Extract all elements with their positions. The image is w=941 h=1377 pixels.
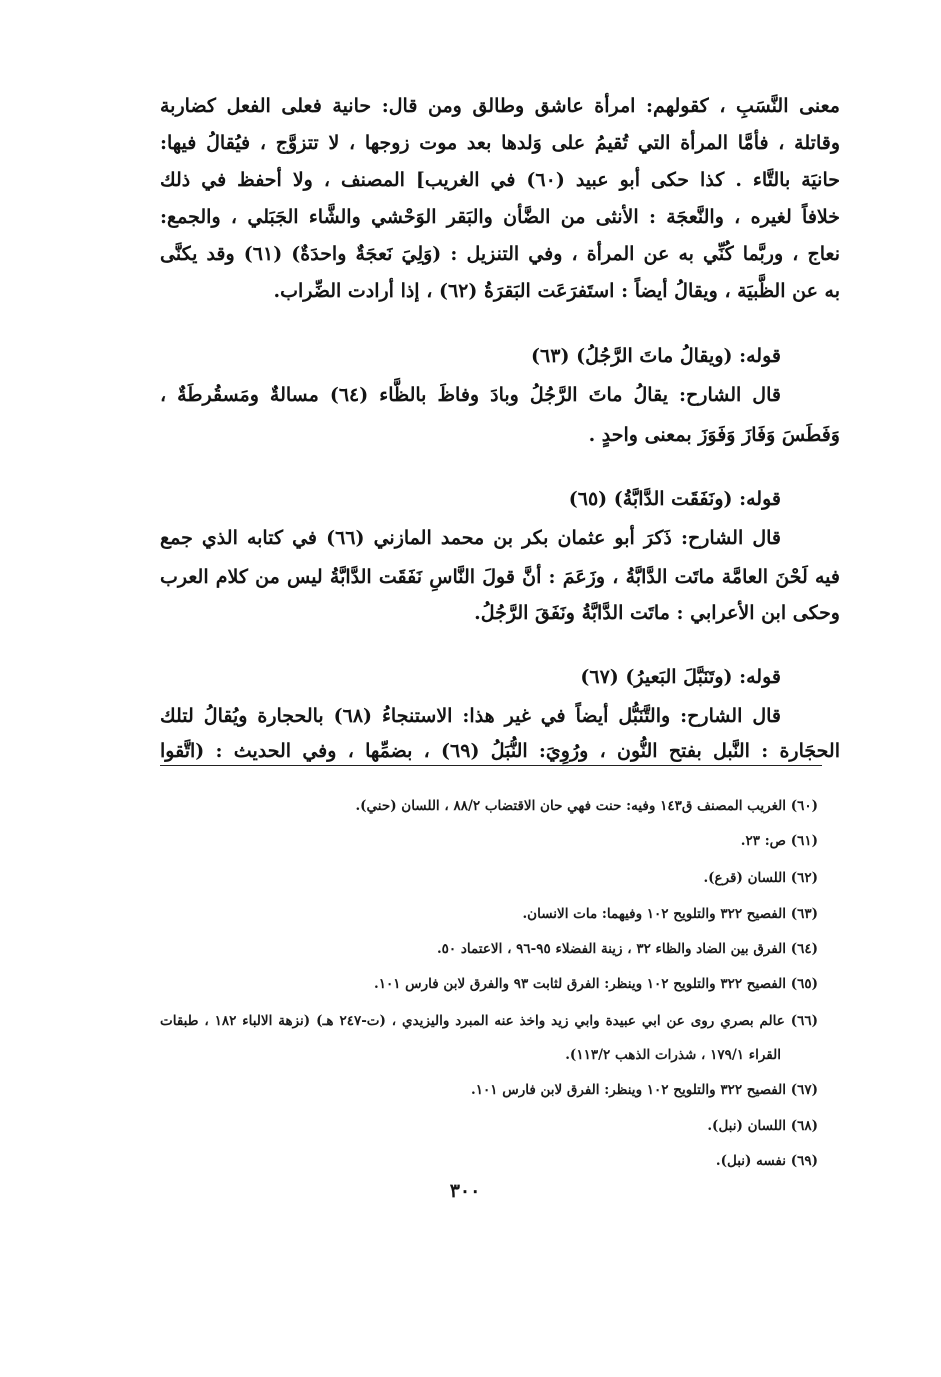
text-line: قال الشارح: يقالُ ماتَ الرَّجُلُ وبادَ وفاظَ بالظَّاء (٦٤) مسالةٌ ومَسقُرطَةٌ ، <box>160 384 781 406</box>
text-line: فيه لَحْنَ العامَّة ماتَت الدَّابَّةُ ، وزَعَمَ : أنَّ قولَ النَّاسِ نَفَقَت الدَّابَّةُ ليس من كلام العرب <box>160 566 840 588</box>
text-line: معنى النَّسَبِ ، كقولهم: امرأة عاشق وطالق ومن قال: حانية فعلى الفعل كضاربة <box>160 95 840 117</box>
text-line: نعاج ، وربَّما كُنِّي به عن المرأة ، وفي التنزيل : (وَلِيَ نَعجَةٌ واحدَةٌ) (٦١) وقد يكنَّى <box>160 243 840 265</box>
footnote-continuation: القراء ١٧٩/١ ، شذرات الذهب ١١٣/٢). <box>565 1047 781 1063</box>
footnote: (٦٣) الفصيح ٣٢٢ والتلويح ١٠٢ وفيهما: مات الانسان. <box>522 906 818 922</box>
text-line: وحكى ابن الأعرابي : ماتَت الدَّابَّةُ ونَفَقَ الرَّجُلُ. <box>474 602 840 624</box>
footnote: (٦٥) الفصيح ٣٢٢ والتلويح ١٠٢ وينظر: الفرق لثابت ٩٣ والفرق لابن فارس ١٠١. <box>373 976 818 992</box>
section-heading: قوله: (وتَنَبَّلَ البَعيرُ) (٦٧) <box>580 666 781 688</box>
section-heading: قوله: (ويقالُ ماتَ الرَّجُلُ) (٦٣) <box>531 345 781 367</box>
text-line: خلافاً لغيره ، والنَّعجَة : الأنثى من الضَّأن والبَقر الوَحْشي والشَّاء الجَبَلي ، والجمع: <box>160 206 840 228</box>
footnote: (٦٤) الفرق بين الضاد والظاء ٣٢ ، زينة الفضلاء ٩٥-٩٦ ، الاعتماد ٥٠. <box>436 941 818 957</box>
footnote: (٦٦) عالم بصري روى عن ابي عبيدة وابي زيد واخذ عنه المبرد واليزيدي ، (ت-٢٤٧ هـ) (نزهة الالباء ١٨٢ ، طبقات <box>160 1013 819 1029</box>
section-heading: قوله: (ونَفَقَت الدَّابَّةُ) (٦٥) <box>568 488 781 510</box>
text-line: الحجَارة : النَّبل بفتح النُّون ، ورُوِيَ: النُّبَلُ (٦٩) ، بضمِّها ، وفي الحديث : (اتَّقوا <box>160 740 840 762</box>
text-line: قال الشارح: ذَكرَ أبو عثمان بكر بن محمد المازني (٦٦) في كتابه الذي جمع <box>160 527 781 549</box>
text-line: وَفَطَسَ وَفَازَ وَفَوَزَ بمعنى واحدٍ . <box>588 424 840 446</box>
footnote: (٦٠) الغريب المصنف ق١٤٣ وفيه: حنت فهي حان الاقتضاب ٨٨/٢ ، اللسان (حني). <box>355 798 818 814</box>
footnote-divider <box>160 765 822 766</box>
footnote: (٦٩) نفسه (نبل). <box>715 1153 818 1169</box>
footnote: (٦٨) اللسان (نبل). <box>707 1118 818 1134</box>
footnote: (٦٢) اللسان (قرع). <box>703 870 818 886</box>
text-line: به عن الظَّبيَة ، ويقالُ أيضاً : استَفرَعَت البَقرَةُ (٦٢) ، إذا أرادت الضِّراب. <box>273 280 840 302</box>
text-line: قال الشارح: والتَّنَبُّل أيضاً في غير هذا: الاستنجاءُ (٦٨) بالحجارة ويُقالُ لتلك <box>160 705 781 727</box>
text-line: حانيَة بالتَّاء . كذا حكى أبو عبيد (٦٠) في الغريب] المصنف ، ولا أحفظ في ذلك <box>160 169 840 191</box>
footnote: (٦١) ص: ٢٣. <box>740 833 818 849</box>
page-number: ٣٠٠ <box>449 1180 481 1202</box>
footnote: (٦٧) الفصيح ٣٢٢ والتلويح ١٠٢ وينظر: الفرق لابن فارس ١٠١. <box>471 1082 818 1098</box>
text-line: وقاتلة ، فأمَّا المرأة التي تُقيمُ على وَلدها بعد موت زوجها ، لا تتزوَّج ، فيُقالُ فيها: <box>160 132 840 154</box>
